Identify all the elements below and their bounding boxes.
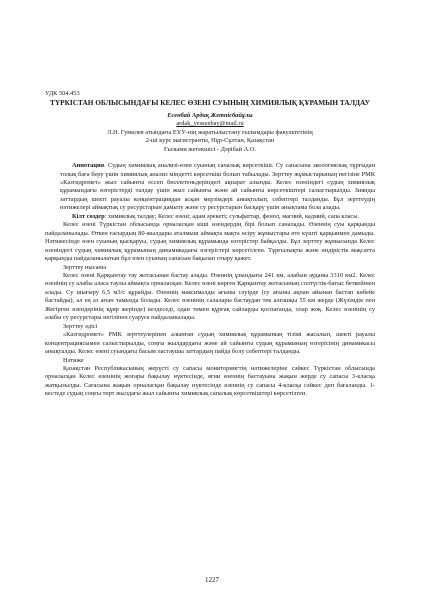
- abstract: [60, 162, 375, 213]
- keywords-text: : химиялық талдау; Келес өзені; адам әрекеті; сульфаттар, фенол, магний, кадмий, сапа класы.: [104, 212, 360, 220]
- keywords-label: Кілт сөздер: [72, 212, 105, 220]
- section-method-text: «Казгидромет» РМК зерттеулерінен алынған судың химиялық құрамының тізімі жасалып, шекті рауалы концентрациясымен салыстырылды, соңғы жылдардағы және ай сайынғы судың құрамының өзгерісінің динамикасы анықталды. Келес өзені суындағы басым ластаушы заттардың пайда болу себептері талданды.: [45, 331, 375, 356]
- affiliation-line-2: 2-ші курс магистранты, Нұр-Сұлтан, Қазақстан: [145, 137, 275, 145]
- abstract-label: Аннотация: [72, 162, 105, 170]
- intro-paragraph: Келес өзені Түркістан облысында орналасқан кіші өзендердің бірі болып саналады. Өзеннің суы қарқынды пайдаланылады. Өткен ғасырдың 80-жылдары аталмыш аймақта мақта өсіру жұмыстары өте күшті қарқынмен дамыды. Нәтижесінде өзен суының қысқаруы, судың химиялық құрамында өзгерістер байқалды. Бұл зерттеу жұмысында Келес өзеніндегі судың химиялық құрамының динамикадағы өзгерістері көрсетілген. Тұрғылықты және өндірістік мақсатта қарқынды пайдаланылатын бұл өзен суының сапасын бақылап отыру қажет.: [45, 221, 375, 263]
- page-number: 1227: [205, 576, 219, 584]
- paper-content: [45, 90, 375, 399]
- section-heading-method: Зерттеу әдісі: [63, 322, 98, 330]
- paper-title: ТҮРКІСТАН ОБЛЫСЫНДАҒЫ КЕЛЕС ӨЗЕНІ СУЫНЫҢ ХИМИЯЛЫҚ ҚҰРАМЫН ТАЛДАУ: [49, 98, 371, 108]
- abstract-block: [45, 162, 375, 221]
- affiliation-line-3: Ғылыми жетекшісі - Дәрібай А.О.: [163, 145, 257, 153]
- section-result-text: Қазақстан Республикасының жерүсті су сапасы мониторингтің нәтижелеріне сәйкес Түркістан облысында орналасқан Келес өзенінің жоғары бақылау нүктесінде, яғни өзеннің бастауына жақын жерде су сапасы 3-класқа жатқызылды. Сағасына жақын орналасқан бақылау нүктесінде өзеннің су сапасы 4-класқа сәйкес деп бағаланды. 1-кестеде судың соңғы төрт жылдағы жыл сайынғы химиялық сапалық көрсеткіштері көрсетілген.: [45, 365, 375, 398]
- section-heading-object: Зерттеу нысаны: [63, 263, 107, 271]
- section-object-text: Келес өзені Қарқынтау тау жотасынан бастау алады. Өзеннің ұзындығы 241 км, алабын ауданы 3310 км2. Келес өзенінің су алабы алаcа таулы аймақта орналасқан. Келес өзені көрген Қарқынтау жотасының солтүстік-батыс беткейінен алады. Су шығыру 6,5 м3/с құрайды. Өзеннің максималды ағыны сәуірде (су ағыны ақпан айынан бастап көбейе бастайды), ал ең аз ағын тамызда болады. Келес өзенінің салалары бастаудан тек алғашқы 55 км жерде (Жүзімдік пен Жегірген өзендерінің құяр жерінде) кездеседі, одан төмен құрғақ сайларды қоспағанда, олар жоқ. Келес өзенінің су алабы су ресурстары негізінен суаруға пайдаланылады.: [45, 272, 375, 322]
- keywords: [60, 213, 375, 221]
- udc-code: УДК 504.453: [45, 90, 80, 97]
- author-email[interactable]: [45, 120, 375, 128]
- author-name: Есенбай Ардақ Жетпісбайұлы: [167, 111, 253, 119]
- email-link[interactable]: ardak_yessenbay@mail.ru: [176, 120, 244, 128]
- abstract-text: . Судың химиялық анализі-өзен суының сапалық көрсеткіші. Су сапасына экологиялық тұрғыдан толық баға беру үшін химиялық анализ міндетті көрсеткіш болып табылады. Зерттеу жұмыстарының негізіне РМК «Казгидромет» жыл сайынғы ессеп бюллетеньдеріндегі ақпарат алынды. Келес өзеніндегі судың химиялық құрамындағы өзгерістерді талдау үшін жыл сайынғы және ай сайынғы көрсеткіштері салыстырылды. Зиянды заттардың шекті рауалы концентрациядан асқан мерзімдері анықталып, себептері талданды. Бұл зерттеудің нәтижелері аймақтық су ресурстарын дамыту және су ресурстарын басқару үшін анықтама бола алады.: [60, 162, 375, 212]
- section-heading-result: Нәтиже: [63, 356, 84, 364]
- affiliation-line-1: Л.Н. Гумилев атындағы ЕҰУ-нің жаратылыстану ғылымдары факультетінің: [107, 128, 313, 136]
